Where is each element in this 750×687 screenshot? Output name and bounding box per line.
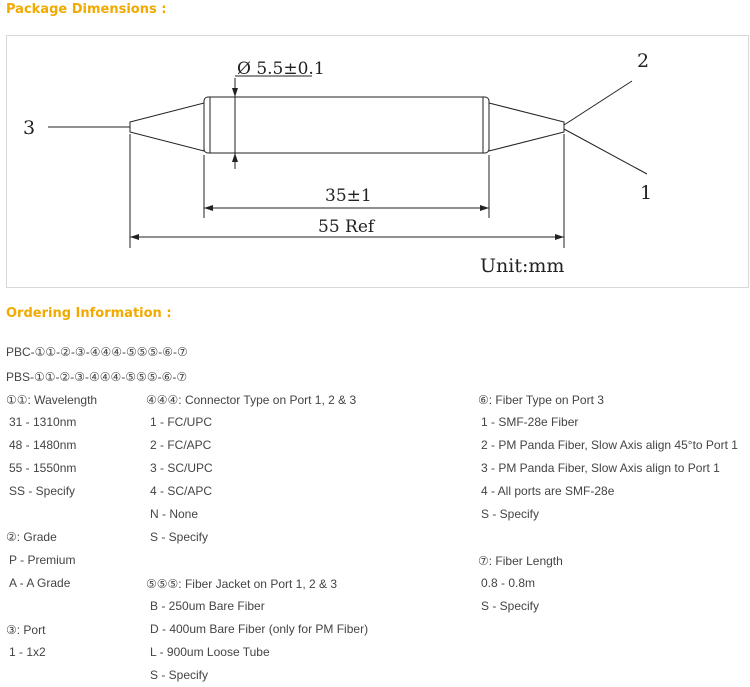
list-item: 3 - SC/UPC (150, 461, 213, 475)
port-3-label: 3 (23, 117, 36, 139)
list-item: A - A Grade (9, 576, 71, 590)
list-item: 55 - 1550nm (9, 461, 77, 475)
list-item: SS - Specify (9, 484, 76, 498)
dimension-drawing-svg (7, 36, 750, 289)
grade-heading: ②: Grade (6, 530, 57, 544)
port-1-label: 1 (640, 182, 653, 204)
list-item: 1 - FC/UPC (150, 415, 213, 429)
list-item: B - 250um Bare Fiber (150, 599, 265, 613)
port-1-fiber (564, 129, 647, 174)
length-label: 35±1 (325, 186, 372, 206)
fiber-jacket-heading: ⑤⑤⑤: Fiber Jacket on Port 1, 2 & 3 (146, 577, 338, 591)
list-item: 1 - 1x2 (9, 645, 46, 659)
list-item: 1 - SMF-28e Fiber (481, 415, 579, 429)
fiber-length-heading: ⑦: Fiber Length (478, 554, 563, 568)
right-boot (489, 103, 564, 151)
port-2-fiber (564, 81, 632, 125)
left-boot (130, 103, 204, 151)
fiber-type-heading: ⑥: Fiber Type on Port 3 (478, 393, 604, 407)
list-item: 2 - FC/APC (150, 438, 212, 452)
list-item: S - Specify (481, 507, 540, 521)
list-item: 3 - PM Panda Fiber, Slow Axis align to Port 1 (481, 461, 720, 475)
wavelength-heading: ①①: Wavelength (6, 393, 98, 407)
port-2-label: 2 (637, 50, 650, 72)
list-item: 31 - 1310nm (9, 415, 77, 429)
package-dimensions-title: Package Dimensions : (6, 2, 167, 17)
port-heading: ③: Port (6, 623, 46, 637)
list-item: N - None (150, 507, 199, 521)
list-item: D - 400um Bare Fiber (only for PM Fiber) (150, 622, 369, 636)
list-item: 0.8 - 0.8m (481, 576, 536, 590)
package-drawing (6, 35, 749, 288)
main-tube (204, 97, 489, 153)
list-item: S - Specify (150, 530, 209, 544)
list-item: 4 - All ports are SMF-28e (481, 484, 615, 498)
part-code-pbs: PBS-①①-②-③-④④④-⑤⑤⑤-⑥-⑦ (6, 370, 188, 384)
list-item: S - Specify (150, 668, 209, 682)
diameter-label: Ø 5.5±0.1 (237, 59, 325, 79)
list-item: 48 - 1480nm (9, 438, 77, 452)
total-length-label: 55 Ref (318, 217, 375, 237)
ordering-information-title: Ordering Information : (6, 306, 172, 321)
list-item: S - Specify (481, 599, 540, 613)
list-item: 2 - PM Panda Fiber, Slow Axis align 45°to Port 1 (481, 438, 738, 452)
list-item: P - Premium (9, 553, 76, 567)
connector-type-heading: ④④④: Connector Type on Port 1, 2 & 3 (146, 393, 357, 407)
part-code-pbc: PBC-①①-②-③-④④④-⑤⑤⑤-⑥-⑦ (6, 345, 188, 359)
list-item: L - 900um Loose Tube (150, 645, 270, 659)
unit-label: Unit:mm (480, 255, 565, 277)
list-item: 4 - SC/APC (150, 484, 213, 498)
